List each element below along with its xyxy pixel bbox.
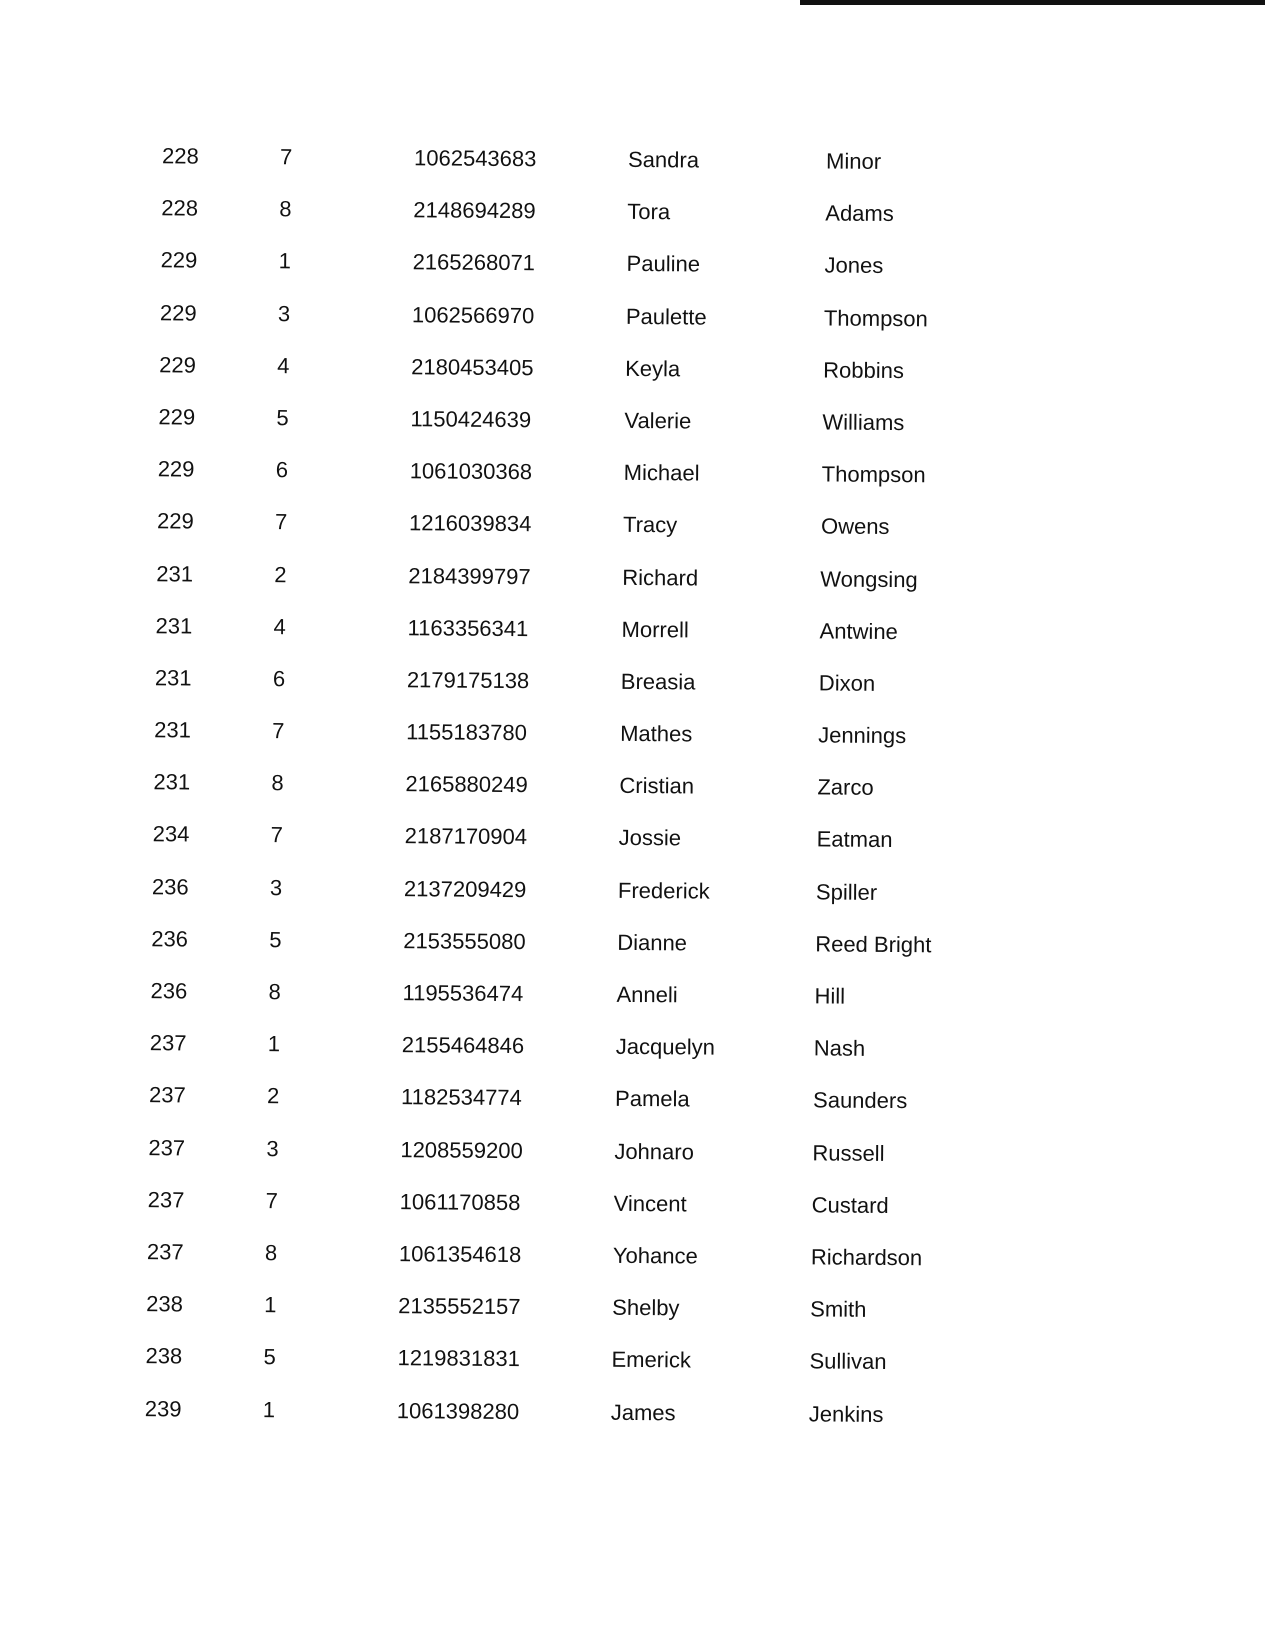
sequence-number: 4 (273, 613, 286, 639)
first-name: Sandra (627, 146, 700, 173)
precinct-number: 229 (158, 404, 196, 430)
last-name: Russell (812, 1139, 885, 1166)
sequence-number: 7 (270, 822, 284, 848)
voter-id: 2137209429 (403, 875, 527, 902)
sequence-number: 6 (275, 457, 289, 483)
last-name: Jones (824, 252, 884, 279)
sequence-number: 4 (277, 352, 290, 379)
precinct-number: 228 (161, 195, 199, 221)
precinct-number: 237 (148, 1134, 186, 1161)
last-name: Jennings (818, 722, 907, 749)
first-name: Valerie (624, 407, 692, 434)
precinct-number: 229 (160, 247, 198, 273)
sequence-number: 7 (265, 1187, 279, 1213)
precinct-number: 237 (147, 1186, 185, 1213)
sequence-number: 7 (279, 144, 293, 170)
first-name: James (610, 1399, 676, 1425)
precinct-number: 238 (145, 1343, 183, 1369)
sequence-number: 7 (272, 718, 285, 744)
precinct-number: 228 (161, 143, 199, 169)
last-name: Dixon (818, 670, 876, 696)
sequence-number: 3 (269, 874, 283, 900)
table-row (0, 610, 1265, 672)
precinct-number: 231 (154, 717, 191, 743)
sequence-number: 5 (276, 405, 289, 431)
voter-id: 2155464846 (401, 1032, 525, 1059)
precinct-number: 236 (151, 926, 189, 952)
last-name: Eatman (816, 826, 893, 853)
first-name: Pauline (626, 251, 701, 277)
table-row (0, 1393, 1265, 1455)
first-name: Johnaro (614, 1138, 694, 1165)
precinct-number: 229 (159, 352, 197, 378)
precinct-number: 237 (149, 1082, 186, 1108)
last-name: Hill (814, 983, 846, 1009)
table-row (0, 297, 1265, 359)
voter-id: 2179175138 (406, 667, 530, 694)
voter-id: 1062566970 (411, 301, 535, 328)
precinct-number: 231 (154, 665, 192, 691)
last-name: Antwine (819, 618, 898, 644)
first-name: Tracy (622, 512, 678, 538)
voter-id: 1216039834 (408, 510, 532, 537)
first-name: Mathes (620, 720, 693, 747)
table-row (0, 1079, 1265, 1141)
voter-id: 2187170904 (404, 823, 528, 850)
voter-id: 1062543683 (413, 145, 537, 172)
voter-id: 2165268071 (412, 249, 536, 276)
sequence-number: 2 (274, 561, 287, 587)
sequence-number: 1 (267, 1031, 281, 1057)
last-name: Sullivan (809, 1348, 887, 1375)
precinct-number: 231 (156, 560, 194, 587)
voter-id: 2148694289 (413, 197, 536, 224)
table-row (0, 1132, 1265, 1194)
first-name: Jacquelyn (615, 1034, 715, 1060)
voter-id: 2165880249 (405, 771, 528, 798)
precinct-number: 229 (157, 456, 195, 482)
sequence-number: 8 (264, 1240, 278, 1266)
precinct-number: 239 (144, 1395, 182, 1421)
sequence-number: 2 (267, 1083, 280, 1109)
last-name: Spiller (815, 879, 878, 905)
sequence-number: 5 (263, 1344, 276, 1370)
precinct-number: 237 (146, 1239, 184, 1265)
sequence-number: 6 (272, 666, 286, 692)
sequence-number: 8 (279, 196, 292, 222)
sequence-number: 3 (277, 300, 291, 326)
first-name: Morrell (621, 616, 689, 643)
sequence-number: 1 (262, 1396, 276, 1422)
precinct-number: 231 (155, 612, 193, 639)
precinct-number: 236 (150, 978, 188, 1004)
first-name: Vincent (613, 1190, 687, 1217)
first-name: Richard (622, 564, 699, 590)
first-name: Pamela (615, 1086, 690, 1112)
sequence-number: 8 (271, 770, 284, 796)
last-name: Robbins (823, 357, 904, 383)
first-name: Frederick (617, 877, 710, 904)
precinct-number: 229 (156, 508, 194, 534)
first-name: Emerick (611, 1347, 692, 1373)
last-name: Zarco (817, 774, 874, 801)
precinct-number: 238 (146, 1291, 184, 1317)
voter-id: 1150424639 (410, 406, 532, 433)
voter-id: 2153555080 (403, 927, 526, 954)
voter-id: 1061170858 (399, 1188, 521, 1215)
voter-id: 1182534774 (401, 1084, 522, 1111)
last-name: Smith (810, 1296, 867, 1322)
last-name: Richardson (810, 1244, 923, 1271)
precinct-number: 236 (151, 873, 189, 900)
last-name: Custard (811, 1192, 889, 1218)
table-row (0, 818, 1265, 880)
last-name: Thompson (821, 461, 926, 488)
voter-id: 1208559200 (400, 1136, 523, 1163)
voter-id: 2184399797 (408, 562, 531, 589)
voter-id: 1155183780 (406, 719, 527, 746)
first-name: Shelby (612, 1294, 680, 1321)
first-name: Michael (623, 460, 700, 486)
voter-id: 1061354618 (398, 1241, 522, 1268)
voter-id: 1195536474 (402, 980, 524, 1007)
table-row (0, 244, 1265, 306)
last-name: Saunders (812, 1087, 908, 1114)
voter-id: 1219831831 (397, 1345, 520, 1372)
last-name: Nash (813, 1035, 866, 1061)
precinct-number: 231 (153, 769, 191, 795)
voter-id: 2135552157 (398, 1293, 521, 1320)
first-name: Dianne (617, 929, 688, 956)
last-name: Wongsing (820, 565, 918, 592)
first-name: Breasia (620, 668, 696, 695)
first-name: Cristian (619, 773, 695, 799)
table-row (0, 871, 1265, 933)
last-name: Reed Bright (815, 931, 932, 958)
last-name: Jenkins (808, 1400, 884, 1427)
last-name: Minor (825, 148, 882, 174)
sequence-number: 7 (274, 509, 288, 535)
first-name: Yohance (612, 1242, 698, 1269)
first-name: Paulette (625, 303, 707, 330)
voter-id: 1163356341 (407, 614, 529, 641)
last-name: Williams (822, 409, 905, 436)
voter-id: 2180453405 (411, 353, 534, 380)
first-name: Keyla (625, 355, 681, 382)
table-row (0, 505, 1265, 567)
sequence-number: 5 (269, 926, 282, 953)
sequence-number: 8 (268, 979, 281, 1005)
records-list (0, 140, 1265, 1445)
last-name: Adams (825, 200, 894, 227)
sequence-number: 1 (264, 1292, 277, 1318)
precinct-number: 237 (149, 1030, 187, 1056)
table-row (0, 558, 1265, 620)
scan-border-edge (800, 0, 1265, 5)
first-name: Jossie (618, 825, 682, 851)
voter-id: 1061030368 (409, 458, 533, 485)
voter-id: 1061398280 (396, 1397, 520, 1424)
table-row (0, 1340, 1265, 1402)
precinct-number: 229 (159, 299, 197, 326)
last-name: Thompson (823, 305, 928, 331)
precinct-number: 234 (152, 821, 190, 847)
first-name: Anneli (616, 981, 678, 1008)
first-name: Tora (627, 199, 671, 225)
last-name: Owens (820, 513, 890, 540)
sequence-number: 1 (278, 248, 291, 274)
sequence-number: 3 (266, 1135, 279, 1161)
